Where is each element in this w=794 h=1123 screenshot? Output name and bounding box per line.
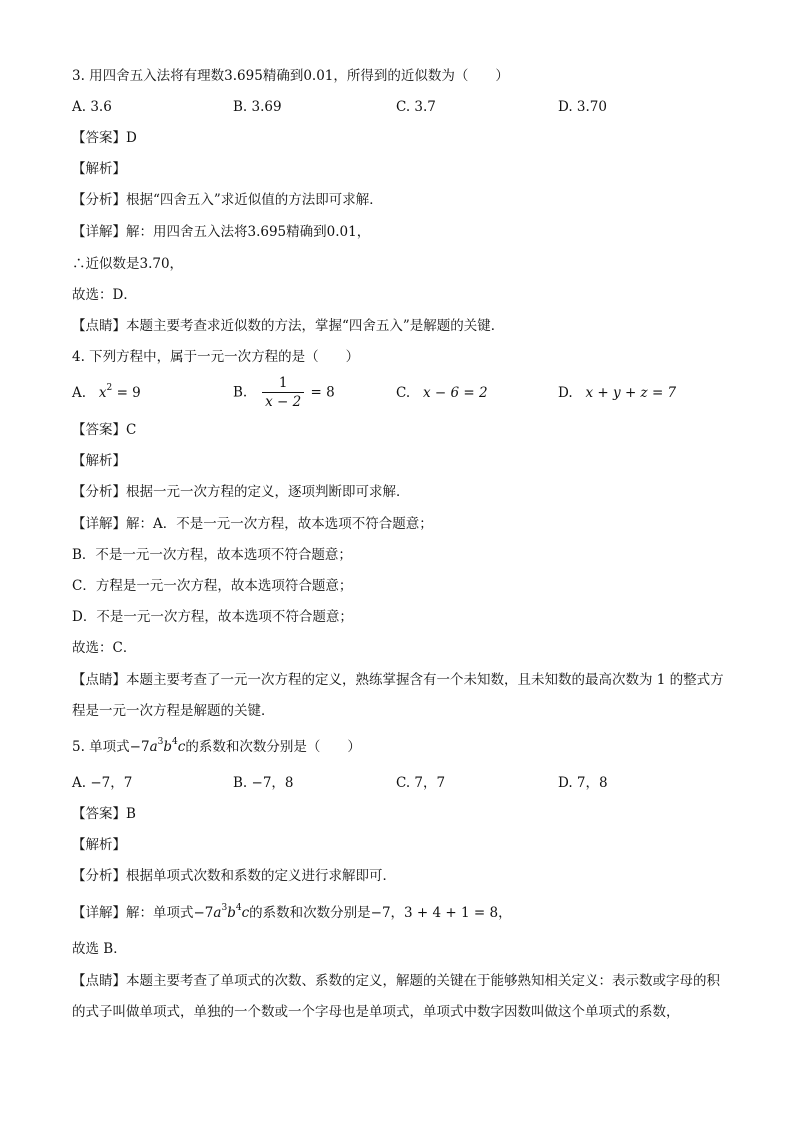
q4-option-a-exp: 2 bbox=[106, 383, 113, 393]
q4-option-d-expr: x + y + z = 7 bbox=[585, 385, 677, 401]
q5-xiangjie-monomial-b: b bbox=[227, 905, 236, 921]
q4-answer: 【答案】C bbox=[72, 422, 137, 438]
q4-option-d bbox=[558, 383, 676, 403]
q4-option-c-expr: x − 6 = 2 bbox=[423, 385, 488, 401]
q3-option-d: D. 3.70 bbox=[558, 99, 607, 115]
q5-xiangjie-monomial-b-exp: 4 bbox=[235, 903, 242, 913]
q5-stem-suffix: 的系数和次数分别是（ ） bbox=[185, 739, 361, 755]
q5-stem-prefix: 5. 单项式 bbox=[72, 739, 130, 755]
q5-xiangjie bbox=[72, 903, 512, 923]
q3-dianjing: 【点睛】本题主要考查求近似数的方法，掌握“四舍五入”是解题的关键． bbox=[72, 318, 505, 334]
q5-monomial-a-exp: 3 bbox=[157, 737, 164, 747]
q4-line-c: C．方程是一元一次方程，故本选项符合题意； bbox=[72, 578, 353, 594]
q5-xiangjie-monomial bbox=[194, 905, 250, 921]
q3-fenxi: 【分析】根据“四舍五入”求近似值的方法即可求解． bbox=[72, 192, 383, 208]
q5-xiangjie-suffix: 的系数和次数分别是−7，3 + 4 + 1 = 8， bbox=[249, 905, 512, 921]
q3-therefore: ∴近似数是3.70， bbox=[72, 256, 184, 272]
q4-line-b: B．不是一元一次方程，故本选项不符合题意； bbox=[72, 547, 352, 563]
q5-option-b: B. −7，8 bbox=[233, 775, 294, 791]
q4-line-d: D．不是一元一次方程，故本选项不符合题意； bbox=[72, 609, 353, 625]
q5-analysis-heading: 【解析】 bbox=[72, 837, 126, 853]
q4-option-b-fraction bbox=[262, 374, 304, 411]
q5-monomial bbox=[130, 739, 186, 755]
q4-option-b-label: B. bbox=[233, 384, 248, 401]
q4-option-c bbox=[396, 383, 488, 403]
q4-fenxi: 【分析】根据一元一次方程的定义，逐项判断即可求解． bbox=[72, 484, 410, 500]
q4-option-c-label: C. bbox=[396, 385, 411, 401]
q5-answer: 【答案】B bbox=[72, 806, 136, 822]
q5-xiangjie-monomial-a: a bbox=[213, 905, 222, 921]
q4-option-b-numerator: 1 bbox=[262, 374, 304, 393]
q3-answer: 【答案】D bbox=[72, 130, 137, 146]
q4-dianjing: 【点睛】本题主要考查了一元一次方程的定义，熟练掌握含有一个未知数，且未知数的最高次数为 1 的整式方程是一元一次方程是解题的关键． bbox=[72, 672, 724, 719]
q4-stem: 4. 下列方程中，属于一元一次方程的是（ ） bbox=[72, 349, 360, 365]
q4-analysis-heading: 【解析】 bbox=[72, 453, 126, 469]
q5-dianjing: 【点睛】本题主要考查了单项式的次数、系数的定义，解题的关键在于能够熟知相关定义：表示数或字母的积的式子叫做单项式，单独的一个数或一个字母也是单项式，单项式中数字因数叫做这个单项式的系数， bbox=[72, 973, 720, 1020]
q4-option-b bbox=[233, 374, 335, 411]
q5-monomial-coef: −7 bbox=[129, 739, 150, 755]
q5-xiangjie-monomial-c: c bbox=[241, 905, 250, 921]
q5-monomial-c: c bbox=[177, 739, 186, 755]
q5-monomial-a: a bbox=[149, 739, 158, 755]
q5-fenxi: 【分析】根据单项式次数和系数的定义进行求解即可． bbox=[72, 868, 396, 884]
q5-choose: 故选 B． bbox=[72, 941, 127, 957]
q3-analysis-heading: 【解析】 bbox=[72, 161, 126, 177]
q4-option-d-label: D. bbox=[558, 385, 573, 401]
q5-monomial-b: b bbox=[163, 739, 173, 755]
q5-option-d: D. 7，8 bbox=[558, 775, 608, 791]
q4-option-b-denominator: x − 2 bbox=[265, 394, 302, 410]
q3-option-c: C. 3.7 bbox=[396, 99, 436, 115]
q5-xiangjie-prefix: 【详解】解：单项式 bbox=[72, 905, 194, 921]
q4-option-b-rest: = 8 bbox=[310, 384, 335, 401]
q4-option-a-label: A. bbox=[72, 385, 87, 401]
q5-xiangjie-monomial-coef: −7 bbox=[193, 905, 214, 921]
q3-xiangjie: 【详解】解：用四舍五入法将3.695精确到0.01， bbox=[72, 224, 371, 240]
q3-choose: 故选：D． bbox=[72, 287, 137, 303]
q5-xiangjie-monomial-a-exp: 3 bbox=[221, 903, 228, 913]
q4-option-a-base: x bbox=[98, 385, 107, 401]
q3-option-b: B. 3.69 bbox=[233, 99, 282, 115]
q4-xiangjie: 【详解】解：A．不是一元一次方程，故本选项不符合题意； bbox=[72, 516, 433, 532]
q5-option-a: A. −7，7 bbox=[72, 775, 133, 791]
q4-choose: 故选：C． bbox=[72, 640, 137, 656]
q5-monomial-b-exp: 4 bbox=[172, 737, 178, 747]
q5-stem bbox=[72, 737, 361, 757]
q3-option-a: A. 3.6 bbox=[72, 99, 112, 115]
q5-option-c: C. 7，7 bbox=[396, 775, 446, 791]
q3-stem: 3. 用四舍五入法将有理数3.695精确到0.01，所得到的近似数为（ ） bbox=[72, 68, 509, 84]
q4-option-a bbox=[72, 383, 141, 403]
q4-option-a-rest: = 9 bbox=[112, 385, 141, 401]
